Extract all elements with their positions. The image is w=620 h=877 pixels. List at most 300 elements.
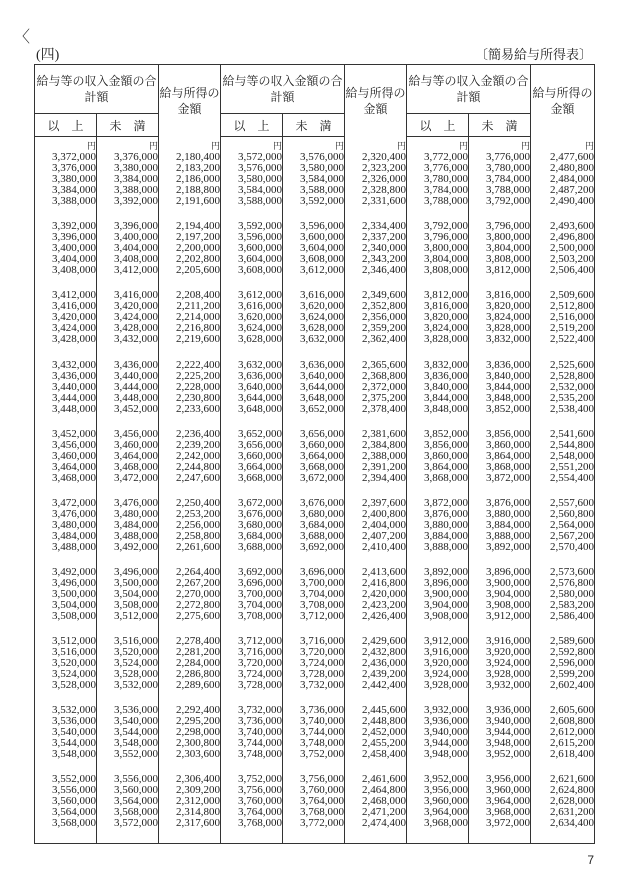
result-value: 2,605,600 — [550, 703, 595, 716]
result-value: 2,281,200 — [176, 645, 221, 658]
result-value: 2,349,600 — [362, 289, 407, 302]
section-label: (四) — [36, 48, 60, 63]
upper-cell — [97, 567, 159, 636]
upper-value: 3,924,000 — [486, 656, 531, 669]
result-cell — [345, 360, 407, 429]
lower-cell — [35, 221, 97, 290]
lower-value: 3,372,000 — [52, 151, 96, 164]
upper-value: 3,664,000 — [300, 449, 345, 462]
upper-value: 3,948,000 — [486, 736, 531, 749]
yen-unit: 円 — [335, 141, 345, 152]
lower-value: 3,696,000 — [238, 576, 283, 589]
lower-header-2: 以 上 — [221, 114, 283, 137]
lower-value: 3,756,000 — [238, 783, 283, 796]
result-value: 2,612,000 — [550, 725, 595, 738]
lower-value: 3,692,000 — [238, 565, 283, 578]
upper-value: 3,840,000 — [486, 369, 531, 382]
result-value: 2,528,800 — [550, 369, 595, 382]
result-value: 2,516,000 — [550, 311, 595, 324]
upper-value: 3,608,000 — [300, 253, 345, 266]
lower-value: 3,428,000 — [52, 333, 96, 346]
lower-value: 3,488,000 — [52, 540, 96, 553]
upper-value: 3,456,000 — [114, 427, 159, 440]
result-value: 2,186,000 — [176, 173, 221, 186]
result-cell — [159, 290, 221, 359]
lower-value: 3,700,000 — [238, 587, 283, 600]
upper-value: 3,460,000 — [114, 438, 159, 451]
lower-value: 3,512,000 — [52, 634, 96, 647]
upper-value: 3,796,000 — [486, 220, 531, 233]
result-value: 2,589,600 — [550, 634, 595, 647]
lower-value: 3,656,000 — [238, 438, 283, 451]
lower-value: 3,704,000 — [238, 598, 283, 611]
result-cell — [345, 221, 407, 290]
lower-cell — [221, 360, 283, 429]
page-number: 7 — [587, 853, 594, 867]
result-value: 2,372,000 — [362, 380, 407, 393]
upper-value: 3,956,000 — [486, 772, 531, 785]
result-value: 2,236,400 — [176, 427, 221, 440]
result-value: 2,500,000 — [550, 242, 595, 255]
upper-cell — [283, 360, 345, 429]
upper-value: 3,692,000 — [300, 540, 345, 553]
lower-cell — [221, 221, 283, 290]
upper-cell — [283, 498, 345, 567]
upper-value: 3,480,000 — [114, 507, 159, 520]
upper-value: 3,612,000 — [300, 264, 345, 277]
table-row — [35, 636, 595, 705]
upper-value: 3,748,000 — [300, 736, 345, 749]
upper-value: 3,852,000 — [486, 402, 531, 415]
result-value: 2,191,600 — [176, 195, 221, 208]
lower-value: 3,868,000 — [424, 471, 469, 484]
lower-value: 3,568,000 — [52, 816, 96, 829]
income-range-header-1: 給与等の収入金額の合計額 — [35, 65, 159, 114]
lower-value: 3,804,000 — [424, 253, 469, 266]
upper-value: 3,968,000 — [486, 805, 531, 818]
lower-value: 3,572,000 — [238, 151, 283, 164]
lower-value: 3,720,000 — [238, 656, 283, 669]
upper-value: 3,832,000 — [486, 333, 531, 346]
upper-value: 3,800,000 — [486, 231, 531, 244]
lower-value: 3,492,000 — [52, 565, 96, 578]
result-value: 2,312,000 — [176, 794, 221, 807]
lower-value: 3,900,000 — [424, 587, 469, 600]
lower-cell — [221, 498, 283, 567]
upper-value: 3,476,000 — [114, 496, 159, 509]
result-value: 2,608,800 — [550, 714, 595, 727]
result-value: 2,270,000 — [176, 587, 221, 600]
result-value: 2,573,600 — [550, 565, 595, 578]
result-value: 2,538,400 — [550, 402, 595, 415]
upper-value: 3,632,000 — [300, 333, 345, 346]
upper-value: 3,684,000 — [300, 518, 345, 531]
upper-value: 3,596,000 — [300, 220, 345, 233]
upper-value: 3,552,000 — [114, 747, 159, 760]
lower-cell — [407, 498, 469, 567]
result-value: 2,445,600 — [362, 703, 407, 716]
upper-value: 3,432,000 — [114, 333, 159, 346]
lower-value: 3,820,000 — [424, 311, 469, 324]
upper-value: 3,536,000 — [114, 703, 159, 716]
result-value: 2,503,200 — [550, 253, 595, 266]
upper-value: 3,756,000 — [300, 772, 345, 785]
lower-cell — [221, 290, 283, 359]
yen-unit: 円 — [521, 141, 531, 152]
table-row — [35, 429, 595, 498]
lower-value: 3,948,000 — [424, 747, 469, 760]
result-value: 2,455,200 — [362, 736, 407, 749]
upper-value: 3,624,000 — [300, 311, 345, 324]
upper-value: 3,900,000 — [486, 576, 531, 589]
result-value: 2,214,000 — [176, 311, 221, 324]
upper-cell — [469, 152, 531, 221]
upper-value: 3,812,000 — [486, 264, 531, 277]
result-value: 2,194,400 — [176, 220, 221, 233]
lower-value: 3,564,000 — [52, 805, 96, 818]
result-value: 2,474,400 — [362, 816, 407, 829]
result-value: 2,388,000 — [362, 449, 407, 462]
upper-value: 3,848,000 — [486, 391, 531, 404]
lower-value: 3,440,000 — [52, 380, 96, 393]
lower-cell — [407, 360, 469, 429]
upper-value: 3,860,000 — [486, 438, 531, 451]
result-value: 2,343,200 — [362, 253, 407, 266]
result-value: 2,592,800 — [550, 645, 595, 658]
upper-value: 3,548,000 — [114, 736, 159, 749]
upper-cell — [97, 636, 159, 705]
result-value: 2,352,800 — [362, 300, 407, 313]
upper-value: 3,508,000 — [114, 598, 159, 611]
result-value: 2,432,800 — [362, 645, 407, 658]
lower-value: 3,420,000 — [52, 311, 96, 324]
lower-value: 3,796,000 — [424, 231, 469, 244]
upper-cell — [97, 774, 159, 844]
lower-value: 3,964,000 — [424, 805, 469, 818]
lower-value: 3,712,000 — [238, 634, 283, 647]
upper-value: 3,468,000 — [114, 460, 159, 473]
lower-value: 3,444,000 — [52, 391, 96, 404]
lower-cell — [35, 774, 97, 844]
table-row — [35, 705, 595, 774]
upper-cell — [283, 221, 345, 290]
lower-value: 3,740,000 — [238, 725, 283, 738]
upper-cell — [97, 498, 159, 567]
upper-value: 3,496,000 — [114, 565, 159, 578]
lower-value: 3,864,000 — [424, 460, 469, 473]
result-value: 2,256,000 — [176, 518, 221, 531]
result-value: 2,410,400 — [362, 540, 407, 553]
upper-value: 3,740,000 — [300, 714, 345, 727]
lower-value: 3,652,000 — [238, 427, 283, 440]
upper-cell — [469, 705, 531, 774]
lower-cell — [221, 429, 283, 498]
lower-value: 3,940,000 — [424, 725, 469, 738]
result-value: 2,320,400 — [362, 151, 407, 164]
result-cell — [159, 498, 221, 567]
result-value: 2,618,400 — [550, 747, 595, 760]
upper-value: 3,960,000 — [486, 783, 531, 796]
upper-value: 3,616,000 — [300, 289, 345, 302]
lower-value: 3,876,000 — [424, 507, 469, 520]
lower-cell — [35, 567, 97, 636]
upper-value: 3,484,000 — [114, 518, 159, 531]
lower-value: 3,928,000 — [424, 678, 469, 691]
lower-value: 3,520,000 — [52, 656, 96, 669]
result-value: 2,289,600 — [176, 678, 221, 691]
lower-value: 3,856,000 — [424, 438, 469, 451]
lower-value: 3,588,000 — [238, 195, 283, 208]
result-header-2: 給与所得の金額 — [345, 65, 407, 137]
lower-value: 3,636,000 — [238, 369, 283, 382]
lower-cell — [407, 221, 469, 290]
income-table — [34, 64, 595, 844]
lower-cell — [221, 636, 283, 705]
upper-value: 3,656,000 — [300, 427, 345, 440]
lower-value: 3,448,000 — [52, 402, 96, 415]
result-value: 2,480,800 — [550, 162, 595, 175]
result-value: 2,334,400 — [362, 220, 407, 233]
lower-cell — [407, 290, 469, 359]
upper-value: 3,636,000 — [300, 358, 345, 371]
lower-value: 3,776,000 — [424, 162, 469, 175]
upper-cell — [283, 636, 345, 705]
lower-value: 3,432,000 — [52, 358, 96, 371]
lower-value: 3,616,000 — [238, 300, 283, 313]
upper-value: 3,652,000 — [300, 402, 345, 415]
result-cell — [159, 636, 221, 705]
result-value: 2,586,400 — [550, 609, 595, 622]
lower-value: 3,472,000 — [52, 496, 96, 509]
result-value: 2,328,800 — [362, 184, 407, 197]
upper-cell — [469, 774, 531, 844]
upper-value: 3,932,000 — [486, 678, 531, 691]
result-value: 2,576,800 — [550, 576, 595, 589]
lower-value: 3,952,000 — [424, 772, 469, 785]
lower-value: 3,468,000 — [52, 471, 96, 484]
lower-value: 3,404,000 — [52, 253, 96, 266]
lower-value: 3,560,000 — [52, 794, 96, 807]
result-value: 2,532,000 — [550, 380, 595, 393]
upper-value: 3,916,000 — [486, 634, 531, 647]
lower-value: 3,604,000 — [238, 253, 283, 266]
lower-cell — [35, 152, 97, 221]
yen-unit: 円 — [407, 137, 469, 153]
upper-value: 3,544,000 — [114, 725, 159, 738]
upper-value: 3,592,000 — [300, 195, 345, 208]
lower-cell — [407, 567, 469, 636]
upper-cell — [283, 567, 345, 636]
result-value: 2,267,200 — [176, 576, 221, 589]
result-value: 2,442,400 — [362, 678, 407, 691]
result-value: 2,286,800 — [176, 667, 221, 680]
result-value: 2,378,400 — [362, 402, 407, 415]
lower-value: 3,904,000 — [424, 598, 469, 611]
upper-value: 3,820,000 — [486, 300, 531, 313]
upper-value: 3,512,000 — [114, 609, 159, 622]
lower-value: 3,716,000 — [238, 645, 283, 658]
upper-value: 3,408,000 — [114, 253, 159, 266]
result-value: 2,519,200 — [550, 322, 595, 335]
lower-value: 3,620,000 — [238, 311, 283, 324]
lower-value: 3,596,000 — [238, 231, 283, 244]
lower-value: 3,852,000 — [424, 427, 469, 440]
result-cell — [159, 360, 221, 429]
lower-value: 3,592,000 — [238, 220, 283, 233]
upper-value: 3,388,000 — [114, 184, 159, 197]
lower-value: 3,812,000 — [424, 289, 469, 302]
yen-unit: 円 — [531, 137, 595, 153]
lower-value: 3,680,000 — [238, 518, 283, 531]
lower-cell — [407, 774, 469, 844]
lower-value: 3,460,000 — [52, 449, 96, 462]
lower-value: 3,664,000 — [238, 460, 283, 473]
lower-value: 3,524,000 — [52, 667, 96, 680]
lower-value: 3,600,000 — [238, 242, 283, 255]
lower-value: 3,956,000 — [424, 783, 469, 796]
lower-value: 3,536,000 — [52, 714, 96, 727]
lower-value: 3,960,000 — [424, 794, 469, 807]
result-value: 2,391,200 — [362, 460, 407, 473]
result-cell — [345, 774, 407, 844]
lower-value: 3,528,000 — [52, 678, 96, 691]
upper-value: 3,816,000 — [486, 289, 531, 302]
result-value: 2,298,000 — [176, 725, 221, 738]
upper-value: 3,964,000 — [486, 794, 531, 807]
table-row — [35, 221, 595, 290]
result-cell — [345, 152, 407, 221]
result-value: 2,436,000 — [362, 656, 407, 669]
result-value: 2,458,400 — [362, 747, 407, 760]
result-value: 2,384,800 — [362, 438, 407, 451]
result-value: 2,548,000 — [550, 449, 595, 462]
lower-value: 3,628,000 — [238, 333, 283, 346]
upper-value: 3,660,000 — [300, 438, 345, 451]
result-value: 2,365,600 — [362, 358, 407, 371]
lower-value: 3,784,000 — [424, 184, 469, 197]
result-cell — [159, 774, 221, 844]
lower-value: 3,768,000 — [238, 816, 283, 829]
result-value: 2,413,600 — [362, 565, 407, 578]
result-value: 2,309,200 — [176, 783, 221, 796]
lower-value: 3,676,000 — [238, 507, 283, 520]
upper-value: 3,724,000 — [300, 656, 345, 669]
result-value: 2,253,200 — [176, 507, 221, 520]
yen-unit: 円 — [345, 137, 407, 153]
lower-value: 3,408,000 — [52, 264, 96, 277]
lower-value: 3,396,000 — [52, 231, 96, 244]
lower-value: 3,668,000 — [238, 471, 283, 484]
upper-value: 3,920,000 — [486, 645, 531, 658]
upper-cell — [469, 290, 531, 359]
result-value: 2,420,000 — [362, 587, 407, 600]
result-cell — [531, 567, 595, 636]
lower-value: 3,464,000 — [52, 460, 96, 473]
yen-unit: 円 — [35, 137, 97, 153]
result-value: 2,359,200 — [362, 322, 407, 335]
result-value: 2,452,000 — [362, 725, 407, 738]
result-cell — [159, 429, 221, 498]
upper-value: 3,936,000 — [486, 703, 531, 716]
upper-value: 3,704,000 — [300, 587, 345, 600]
lower-value: 3,828,000 — [424, 333, 469, 346]
table-row — [35, 774, 595, 844]
result-value: 2,323,200 — [362, 162, 407, 175]
lower-value: 3,424,000 — [52, 322, 96, 335]
lower-value: 3,896,000 — [424, 576, 469, 589]
lower-value: 3,936,000 — [424, 714, 469, 727]
result-value: 2,544,800 — [550, 438, 595, 451]
lower-value: 3,912,000 — [424, 634, 469, 647]
result-value: 2,468,000 — [362, 794, 407, 807]
lower-value: 3,748,000 — [238, 747, 283, 760]
upper-value: 3,580,000 — [300, 162, 345, 175]
result-cell — [345, 636, 407, 705]
result-value: 2,631,200 — [550, 805, 595, 818]
result-value: 2,303,600 — [176, 747, 221, 760]
upper-value: 3,528,000 — [114, 667, 159, 680]
result-cell — [531, 152, 595, 221]
result-value: 2,554,400 — [550, 471, 595, 484]
result-cell — [531, 221, 595, 290]
result-cell — [531, 636, 595, 705]
lower-cell — [221, 705, 283, 774]
result-value: 2,407,200 — [362, 529, 407, 542]
lower-value: 3,732,000 — [238, 703, 283, 716]
result-value: 2,560,800 — [550, 507, 595, 520]
upper-value: 3,472,000 — [114, 471, 159, 484]
upper-value: 3,564,000 — [114, 794, 159, 807]
result-value: 2,314,800 — [176, 805, 221, 818]
upper-cell — [469, 498, 531, 567]
result-value: 2,261,600 — [176, 540, 221, 553]
result-value: 2,602,400 — [550, 678, 595, 691]
upper-cell — [97, 221, 159, 290]
upper-cell — [283, 774, 345, 844]
lower-value: 3,640,000 — [238, 380, 283, 393]
result-cell — [345, 290, 407, 359]
result-value: 2,557,600 — [550, 496, 595, 509]
upper-value: 3,540,000 — [114, 714, 159, 727]
upper-value: 3,700,000 — [300, 576, 345, 589]
result-value: 2,535,200 — [550, 391, 595, 404]
upper-value: 3,452,000 — [114, 402, 159, 415]
lower-cell — [221, 774, 283, 844]
lower-value: 3,548,000 — [52, 747, 96, 760]
upper-value: 3,856,000 — [486, 427, 531, 440]
upper-value: 3,644,000 — [300, 380, 345, 393]
upper-value: 3,868,000 — [486, 460, 531, 473]
lower-value: 3,556,000 — [52, 783, 96, 796]
upper-value: 3,764,000 — [300, 794, 345, 807]
upper-value: 3,568,000 — [114, 805, 159, 818]
upper-value: 3,668,000 — [300, 460, 345, 473]
result-header-3: 給与所得の金額 — [531, 65, 595, 137]
lower-value: 3,544,000 — [52, 736, 96, 749]
upper-value: 3,732,000 — [300, 678, 345, 691]
lower-value: 3,816,000 — [424, 300, 469, 313]
result-value: 2,448,800 — [362, 714, 407, 727]
lower-value: 3,860,000 — [424, 449, 469, 462]
result-value: 2,292,400 — [176, 703, 221, 716]
upper-value: 3,500,000 — [114, 576, 159, 589]
result-cell — [345, 567, 407, 636]
result-value: 2,580,000 — [550, 587, 595, 600]
result-value: 2,264,400 — [176, 565, 221, 578]
lower-value: 3,380,000 — [52, 173, 96, 186]
lower-cell — [35, 705, 97, 774]
lower-value: 3,412,000 — [52, 289, 96, 302]
